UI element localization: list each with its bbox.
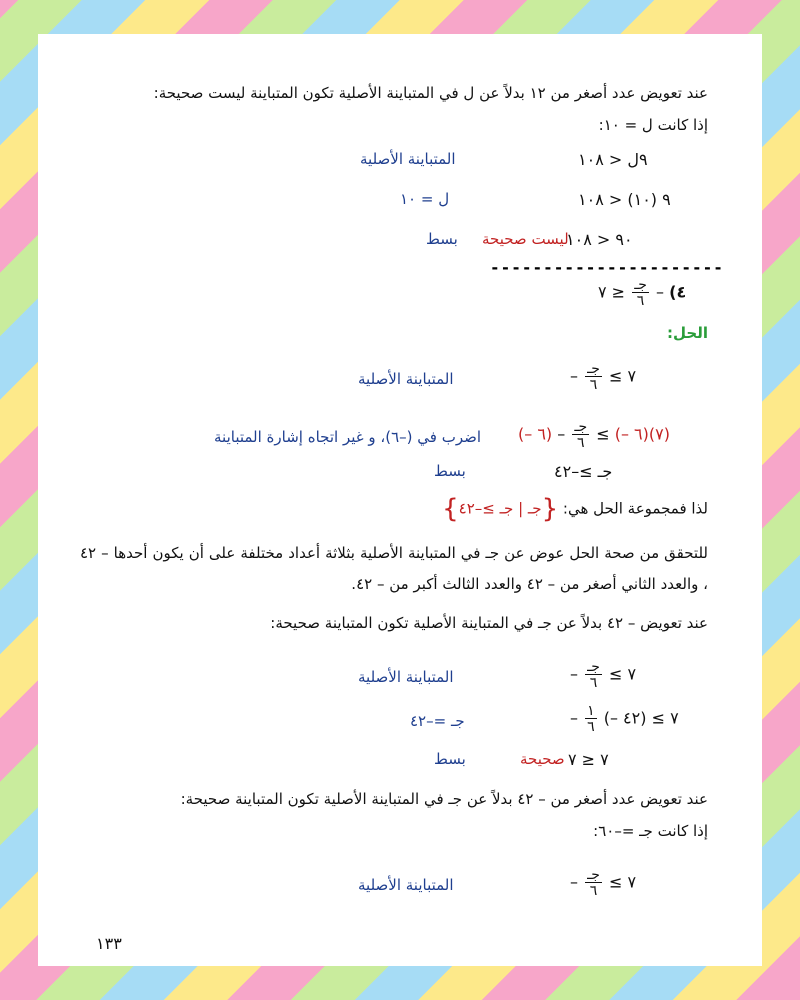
check-row3-label: بسط [434,750,466,768]
check2-row1-label: المتباينة الأصلية [358,876,454,894]
check2-row1-math: – $\frac{\text{جـ}}{٦}$ ≤ ٧ [570,867,637,899]
check-row1-math: – $\frac{\text{جـ}}{٦}$ ≤ ٧ [570,659,637,691]
check-row2-math: – $\frac{١}{٦}$ (– ٤٢) ≤ ٧ [570,703,679,735]
ex-a-row3-label: بسط [426,230,458,248]
problem-4 [598,278,686,308]
solution-set-label: لذا فمجموعة الحل هي: [562,499,708,518]
sol-row3-math: جـ ≥–٤٢ [554,462,613,481]
ex-a-row3-math: ٩٠ < ١٠٨ [566,230,633,249]
solution-label: الحل: [667,324,708,342]
check-row1-label: المتباينة الأصلية [358,668,454,686]
check-row3-note: صحيحة [520,750,565,768]
sol-row1-label: المتباينة الأصلية [358,370,454,388]
solution-set: لذا فمجموعة الحل هي: {جـ | جـ ≥–٤٢} [442,494,708,524]
problem-num: جـ [634,277,647,293]
sol-row3-label: بسط [434,462,466,480]
check2-line-1: عند تعويض عدد أصغر من – ٤٢ بدلاً عن جـ في المتباينة الأصلية تكون المتباينة صحيحة: [180,790,708,808]
check-sub-line: عند تعويض – ٤٢ بدلاً عن جـ في المتباينة الأصلية تكون المتباينة صحيحة: [270,614,708,632]
sol-row2-label: اضرب في (–٦)، و غير اتجاه إشارة المتباينة [214,428,482,446]
sol-row1-math: – $\frac{\text{جـ}}{٦}$ ≤ ٧ [570,361,637,393]
intro-line-2: إذا كانت ل = ١٠: [598,116,708,134]
ex-a-row2-math: ٩ (١٠) < ١٠٨ [578,190,671,209]
ex-a-row1-label: المتباينة الأصلية [360,150,456,168]
problem-fraction [632,278,649,308]
problem-number: ٤) [669,282,687,302]
check-row2-label: جـ =–٤٢ [410,712,465,730]
problem-den: ٦ [636,293,645,309]
solution-set-value: جـ | جـ ≥–٤٢ [458,499,542,518]
check-paragraph: للتحقق من صحة الحل عوض عن جـ في المتباينة الأصلية بثلاثة أعداد مختلفة على أن يكون أحدها – ٤٢ ، والعدد الثاني أصغر من – ٤٢ والعدد الثالث أكبر من – ٤٢. [80,544,708,593]
sol-row2-math: (– ٦) – $\frac{\text{جـ}}{٦}$ ≤ (– ٦)(٧) [518,419,670,451]
page [38,34,762,966]
problem-minus: – [656,282,665,302]
problem-rhs: ≤ ٧ [598,282,626,302]
intro-line-1: عند تعويض عدد أصغر من ١٢ بدلاً عن ل في المتباينة الأصلية تكون المتباينة ليست صحيحة: [153,84,708,102]
ex-a-row1-math: ٩ل < ١٠٨ [578,150,648,169]
ex-a-row2-label: ل = ١٠ [400,190,450,208]
check2-line-2: إذا كانت جـ =–٦٠: [593,822,708,840]
separator: ---------------------- [490,258,724,277]
check-row3-math: ٧ ≤ ٧ [568,750,609,769]
page-number: ١٣٣ [96,934,122,953]
ex-a-row3-note: ليست صحيحة [482,230,569,248]
